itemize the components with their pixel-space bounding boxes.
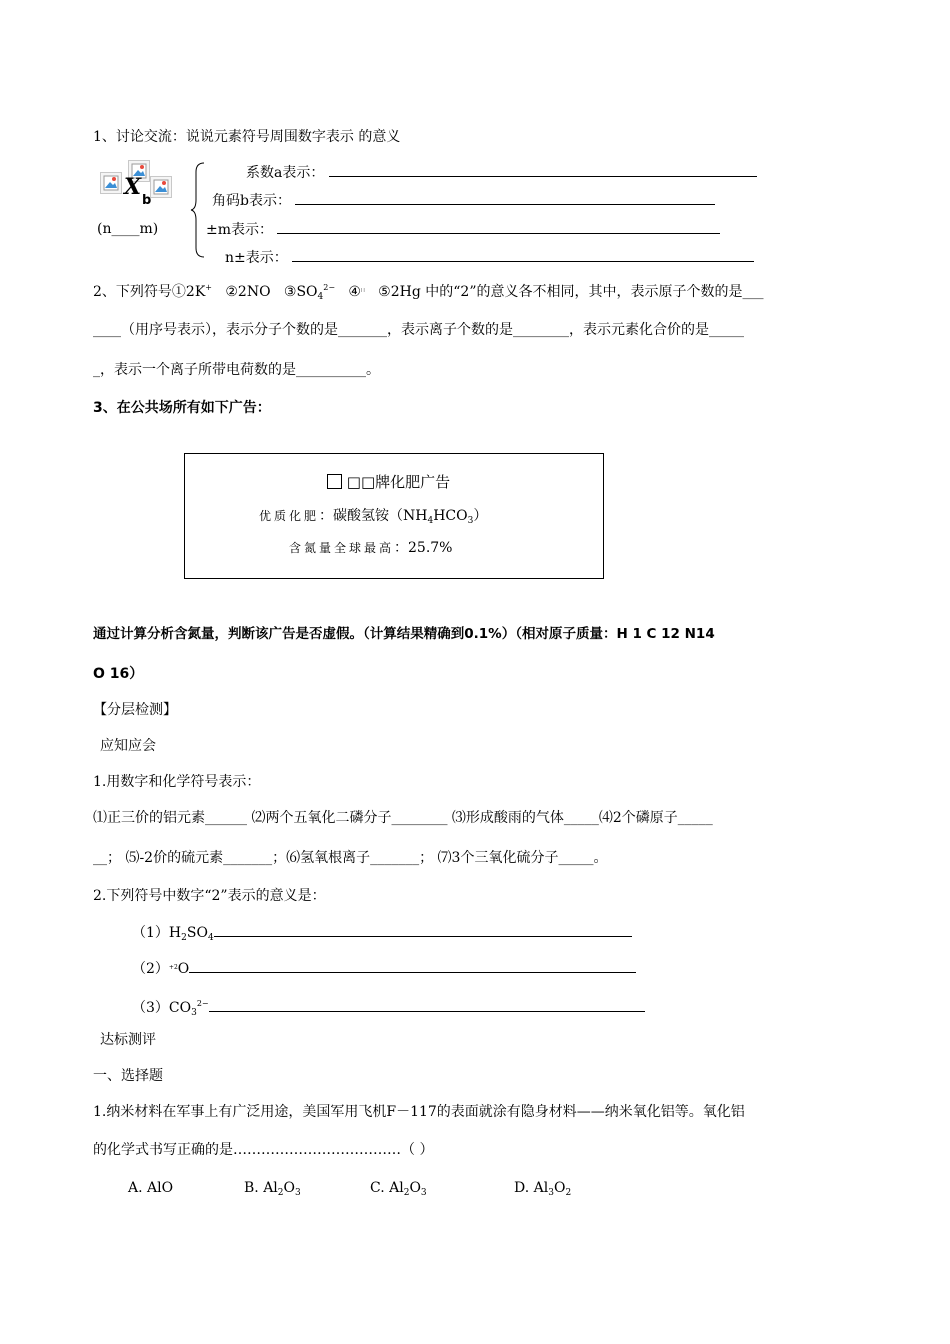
section-title: 应知应会	[100, 738, 156, 754]
option-text: O	[553, 1180, 566, 1196]
p1-line2: __； ⑸-2价的硫元素_______；⑹氢氧根离子_______； ⑺3个三氧化硫分子_____。	[93, 850, 608, 866]
item-label: （3）CO	[132, 1000, 192, 1016]
q2-prefix: 2、下列符号①	[93, 284, 186, 300]
q2-line1	[93, 278, 763, 307]
superscript: +	[205, 283, 212, 292]
option-text: B. Al	[244, 1180, 278, 1196]
ad-line3	[289, 538, 453, 558]
paren-label: (n____m)	[97, 221, 159, 237]
superscript: 2−	[196, 999, 209, 1008]
ad-box	[184, 453, 604, 579]
checkbox-icon	[327, 474, 342, 489]
q2-line3: _，表示一个离子所带电荷数的是__________。	[93, 362, 380, 378]
q1-item-label: 角码b表示：	[212, 193, 291, 209]
subscript: 3	[467, 516, 474, 526]
subscript: 4	[207, 933, 214, 943]
q2-rest: ⑤2Hg 中的“2”的意义各不相同，其中，表示原子个数的是___	[378, 284, 764, 300]
q1-item-m	[206, 219, 720, 240]
option-text: O	[283, 1180, 295, 1196]
valence-mark: +2	[168, 964, 178, 971]
p2-item1	[132, 922, 632, 948]
ad-line2	[259, 506, 487, 531]
q1-item-a	[246, 162, 757, 183]
p2-title: 2.下列符号中数字“2”表示的意义是：	[93, 888, 326, 904]
q1-item-label: n±表示：	[225, 250, 288, 266]
subscript: 3	[548, 1188, 554, 1198]
p2-item3	[132, 994, 645, 1023]
subscript: 3	[420, 1188, 427, 1198]
q1-item-b	[212, 190, 715, 211]
option-c[interactable]	[370, 1178, 427, 1203]
element-symbol-subscript: b	[142, 193, 152, 208]
section-subtitle: 一、选择题	[93, 1068, 163, 1084]
q1-item-label: ±m表示：	[206, 222, 274, 238]
q2-line2: ____（用序号表示），表示分子个数的是_______，表示离子个数的是________，表示元素化合价的是_____	[93, 322, 744, 338]
q1-item-n	[225, 247, 754, 268]
subscript: 2	[277, 1188, 284, 1198]
answer-blank[interactable]	[329, 162, 757, 177]
subscript: 4	[317, 292, 324, 302]
subscript: 3	[191, 1008, 197, 1018]
superscript: 2−	[323, 283, 336, 292]
mc1-line2: 的化学式书写正确的是………………………………（ ）	[93, 1142, 434, 1158]
broken-image-icon	[150, 176, 172, 198]
symbol-4: ④	[348, 284, 361, 300]
subscript: 3	[295, 1188, 301, 1198]
option-text: C. Al	[370, 1180, 404, 1196]
ad-line3-label: 含氮量全球最高	[289, 541, 395, 555]
option-d[interactable]	[514, 1178, 571, 1203]
element-symbol-x: X	[124, 174, 142, 200]
option-text: D. Al	[514, 1180, 549, 1196]
section-title: 达标测评	[100, 1032, 156, 1048]
q3-question-line2: O 16）	[93, 666, 144, 682]
broken-image-icon	[100, 172, 122, 194]
answer-blank[interactable]	[189, 958, 636, 973]
answer-blank[interactable]	[214, 922, 632, 937]
item-label: （1）H	[132, 925, 182, 941]
p2-item2	[132, 958, 636, 979]
option-a[interactable]: A. AlO	[128, 1180, 174, 1196]
ad-line2-label: 优质化肥	[259, 509, 320, 523]
option-text: O	[409, 1180, 421, 1196]
layered-header: 【分层检测】	[93, 702, 177, 718]
symbol-2k: 2K	[185, 284, 206, 300]
answer-blank[interactable]	[277, 219, 720, 234]
answer-blank[interactable]	[295, 190, 715, 205]
ad-line2-mid: HCO	[433, 508, 468, 524]
subscript: 4	[427, 516, 434, 526]
subscript: 2	[565, 1188, 572, 1198]
q3-question-line1: 通过计算分析含氮量，判断该广告是否虚假。（计算结果精确到0.1%）（相对原子质量：H 1 C 12 N14	[93, 626, 715, 642]
ad-line2-end: ）	[473, 508, 488, 524]
ad-title-row	[327, 472, 450, 492]
item-label: （2）	[132, 961, 169, 977]
curly-brace	[190, 162, 206, 258]
q1-title: 1、讨论交流：说说元素符号周围数字表示 的意义	[93, 129, 401, 145]
p1-line1: ⑴正三价的铝元素______ ⑵两个五氧化二磷分子________ ⑶形成酸雨的气体_____⑷2个磷原子_____	[93, 810, 713, 826]
answer-blank[interactable]	[209, 997, 645, 1012]
subscript: 2	[181, 933, 187, 943]
item-mid: SO	[186, 925, 208, 941]
q1-item-label: 系数a表示：	[246, 165, 325, 181]
mc1-line1: 1.纳米材料在军事上有广泛用途，美国军用飞机F－117的表面就涂有隐身材料——纳米氧化铝等。氧化铝	[93, 1104, 745, 1120]
ad-title: □□牌化肥广告	[346, 473, 451, 491]
tiny-valence-icon: ∷	[360, 287, 365, 294]
ad-line3-value: ：25.7%	[394, 540, 453, 556]
symbol-so4: ③SO	[283, 284, 318, 300]
p1-title: 1.用数字和化学符号表示：	[93, 774, 261, 790]
q3-title: 3、在公共场所有如下广告：	[93, 400, 271, 416]
ad-line2-value: ：碳酸氢铵（NH	[319, 508, 428, 524]
answer-blank[interactable]	[292, 247, 754, 262]
subscript: 2	[403, 1188, 410, 1198]
item-end: O	[177, 961, 190, 977]
symbol-2no: ②2NO	[225, 284, 271, 300]
option-b[interactable]	[244, 1178, 301, 1203]
